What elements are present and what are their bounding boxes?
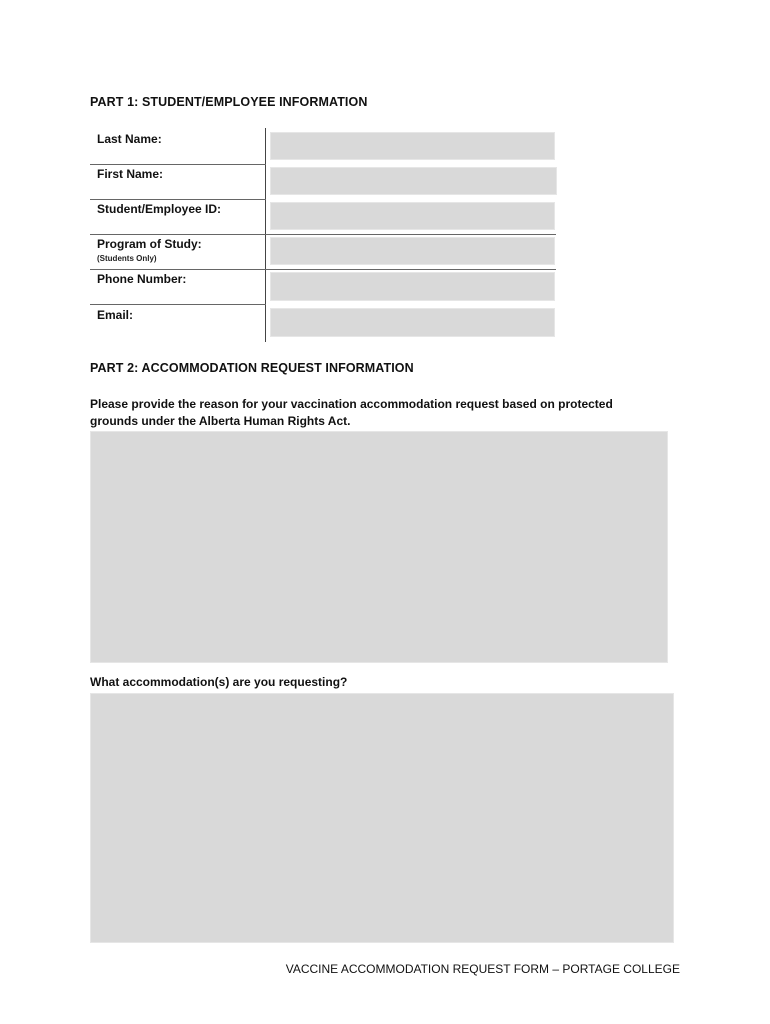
email-field[interactable] bbox=[270, 308, 555, 337]
reason-textarea[interactable] bbox=[90, 431, 668, 663]
row-divider bbox=[90, 234, 266, 235]
program-note: (Students Only) bbox=[97, 254, 157, 263]
row-divider bbox=[90, 164, 266, 165]
row-divider bbox=[90, 269, 266, 270]
email-label: Email: bbox=[97, 308, 134, 322]
first-name-label: First Name: bbox=[97, 167, 164, 181]
last-name-field[interactable] bbox=[270, 132, 555, 160]
part2-heading: PART 2: ACCOMMODATION REQUEST INFORMATION bbox=[90, 361, 414, 375]
phone-field[interactable] bbox=[270, 272, 555, 301]
program-field[interactable] bbox=[270, 237, 555, 265]
student-info-table bbox=[90, 128, 560, 342]
last-name-label: Last Name: bbox=[97, 132, 162, 146]
phone-label: Phone Number: bbox=[97, 272, 187, 286]
row-divider bbox=[266, 234, 556, 235]
first-name-field[interactable] bbox=[270, 167, 557, 195]
accommodation-prompt: What accommodation(s) are you requesting? bbox=[90, 675, 348, 689]
table-column-divider bbox=[265, 128, 266, 342]
page-footer: VACCINE ACCOMMODATION REQUEST FORM – PORTAGE COLLEGE bbox=[285, 962, 680, 976]
student-id-label: Student/Employee ID: bbox=[97, 202, 222, 216]
reason-prompt-line1: Please provide the reason for your vaccination accommodation request based on protected bbox=[90, 397, 613, 411]
row-divider bbox=[90, 199, 266, 200]
part1-heading: PART 1: STUDENT/EMPLOYEE INFORMATION bbox=[90, 95, 368, 109]
program-label: Program of Study: bbox=[97, 237, 202, 251]
student-id-field[interactable] bbox=[270, 202, 555, 230]
row-divider bbox=[266, 269, 556, 270]
accommodation-textarea[interactable] bbox=[90, 693, 674, 943]
row-divider bbox=[90, 304, 266, 305]
reason-prompt bbox=[90, 396, 690, 430]
reason-prompt-line2: grounds under the Alberta Human Rights Act. bbox=[90, 414, 351, 428]
